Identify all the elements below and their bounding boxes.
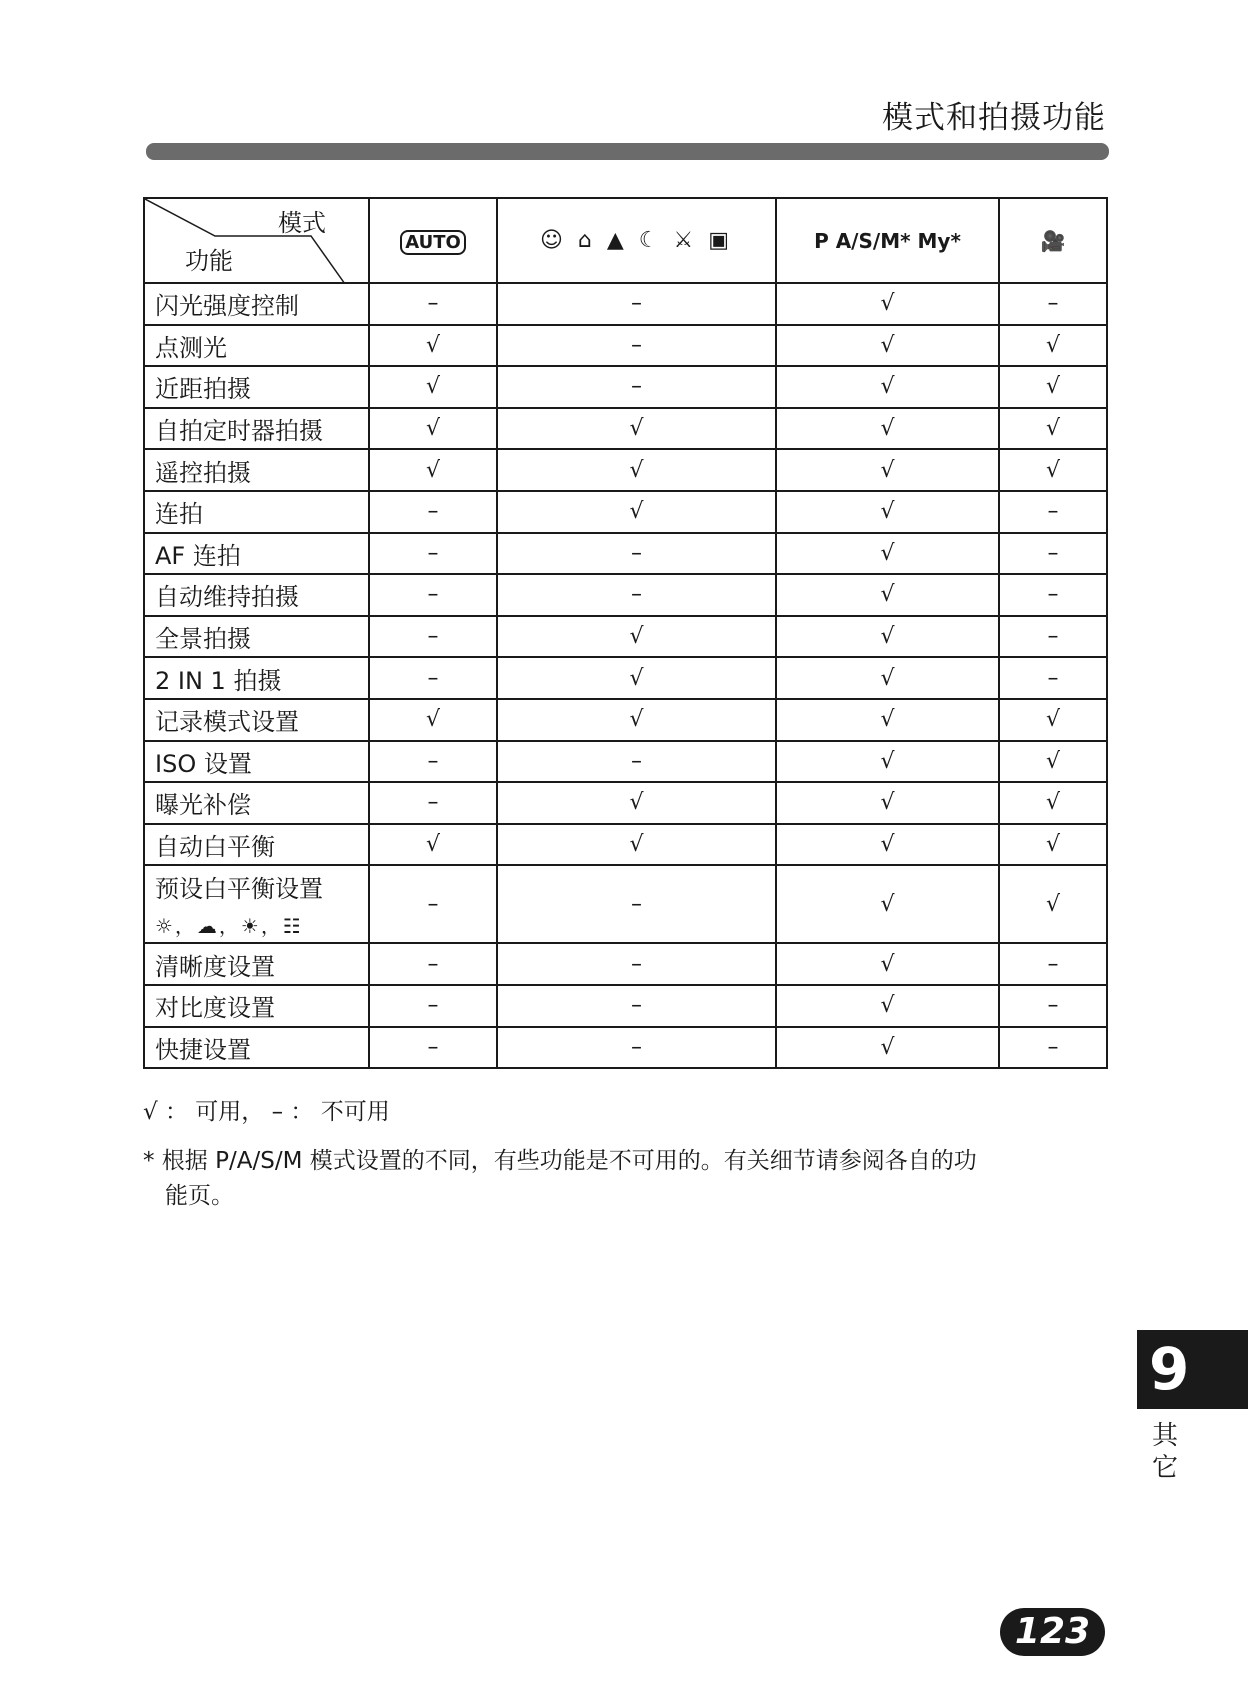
function-name <box>144 491 369 533</box>
availability-cell: √ <box>999 824 1107 866</box>
availability-cell: √ <box>776 824 999 866</box>
availability-cell: – <box>497 283 776 325</box>
availability-cell: – <box>999 283 1107 325</box>
availability-cell: – <box>999 616 1107 658</box>
col-auto <box>369 198 497 283</box>
table-row <box>144 283 1107 325</box>
availability-cell: √ <box>497 449 776 491</box>
availability-cell: √ <box>369 449 497 491</box>
availability-cell: – <box>369 943 497 985</box>
function-label: AF 连拍 <box>155 541 241 570</box>
table-row <box>144 985 1107 1027</box>
availability-cell: √ <box>369 699 497 741</box>
availability-cell: – <box>369 741 497 783</box>
availability-cell: – <box>369 782 497 824</box>
availability-cell: – <box>999 533 1107 575</box>
availability-cell: √ <box>776 782 999 824</box>
availability-cell: √ <box>999 741 1107 783</box>
function-name <box>144 408 369 450</box>
availability-cell: – <box>497 1027 776 1069</box>
availability-cell: √ <box>999 865 1107 943</box>
header-divider-bar <box>146 143 1109 160</box>
availability-cell: – <box>369 533 497 575</box>
function-label: 对比度设置 <box>155 994 275 1023</box>
function-name <box>144 824 369 866</box>
mode-function-table <box>143 197 1108 1069</box>
function-name <box>144 865 369 943</box>
availability-cell: – <box>497 741 776 783</box>
function-name <box>144 943 369 985</box>
function-name <box>144 283 369 325</box>
function-name <box>144 325 369 367</box>
availability-cell: √ <box>497 782 776 824</box>
auto-mode-icon: AUTO <box>400 230 466 255</box>
corner-mode-label: 模式 <box>278 209 326 237</box>
function-label: 自拍定时器拍摄 <box>155 417 323 446</box>
availability-cell: √ <box>776 325 999 367</box>
function-name <box>144 449 369 491</box>
availability-cell: – <box>369 1027 497 1069</box>
availability-cell: √ <box>776 491 999 533</box>
table-row <box>144 824 1107 866</box>
availability-cell: √ <box>497 699 776 741</box>
table-row <box>144 408 1107 450</box>
availability-cell: √ <box>999 699 1107 741</box>
availability-cell: √ <box>999 408 1107 450</box>
table-row <box>144 657 1107 699</box>
col-movie <box>999 198 1107 283</box>
table-row <box>144 865 1107 943</box>
availability-cell: √ <box>369 824 497 866</box>
availability-cell: √ <box>369 408 497 450</box>
availability-cell: – <box>999 943 1107 985</box>
corner-header <box>144 198 369 283</box>
table-row <box>144 616 1107 658</box>
availability-cell: √ <box>776 574 999 616</box>
function-label: 连拍 <box>155 500 203 529</box>
availability-cell: √ <box>497 491 776 533</box>
table-row <box>144 741 1107 783</box>
table-row <box>144 366 1107 408</box>
availability-cell: – <box>999 657 1107 699</box>
availability-cell: – <box>369 616 497 658</box>
footnote-line1: * 根据 P/A/S/M 模式设置的不同，有些功能是不可用的。有关细节请参阅各自的功 <box>143 1148 977 1174</box>
availability-cell: √ <box>999 782 1107 824</box>
table-row <box>144 699 1107 741</box>
availability-cell: – <box>369 491 497 533</box>
availability-cell: √ <box>497 616 776 658</box>
availability-cell: – <box>369 283 497 325</box>
availability-cell: – <box>497 574 776 616</box>
availability-cell: √ <box>776 533 999 575</box>
availability-cell: √ <box>776 943 999 985</box>
availability-cell: – <box>497 865 776 943</box>
function-label: 点测光 <box>155 333 227 362</box>
availability-cell: √ <box>776 865 999 943</box>
availability-cell: – <box>497 533 776 575</box>
function-name <box>144 1027 369 1069</box>
table-row <box>144 325 1107 367</box>
availability-cell: √ <box>776 408 999 450</box>
function-label: 预设白平衡设置 <box>155 875 323 904</box>
page-title: 模式和拍摄功能 <box>882 100 1106 136</box>
table-row <box>144 943 1107 985</box>
availability-cell: – <box>369 574 497 616</box>
table-header-row <box>144 198 1107 283</box>
function-name <box>144 366 369 408</box>
availability-cell: – <box>369 865 497 943</box>
table-row <box>144 574 1107 616</box>
availability-cell: – <box>999 491 1107 533</box>
availability-cell: √ <box>776 366 999 408</box>
availability-cell: – <box>497 366 776 408</box>
availability-cell: √ <box>497 824 776 866</box>
legend-note: √ ： 可用， – ： 不可用 <box>143 1099 390 1125</box>
availability-cell: √ <box>776 449 999 491</box>
function-name <box>144 741 369 783</box>
function-name <box>144 699 369 741</box>
col-scenes <box>497 198 776 283</box>
availability-cell: √ <box>776 1027 999 1069</box>
table-row <box>144 1027 1107 1069</box>
footnote-line2: 能页。 <box>165 1183 234 1209</box>
col-pasm <box>776 198 999 283</box>
function-name <box>144 574 369 616</box>
availability-cell: √ <box>497 408 776 450</box>
function-label: 快捷设置 <box>155 1035 251 1064</box>
function-label: 清晰度设置 <box>155 952 275 981</box>
availability-cell: – <box>999 1027 1107 1069</box>
availability-cell: – <box>369 985 497 1027</box>
availability-cell: √ <box>999 325 1107 367</box>
availability-cell: √ <box>369 366 497 408</box>
scene-modes-icon: ☺ ⌂ ▲ ☾ ⚔ ▣ <box>539 228 733 253</box>
chapter-label: 其它 <box>1152 1421 1179 1483</box>
availability-cell: √ <box>776 985 999 1027</box>
function-label: 近距拍摄 <box>155 375 251 404</box>
function-label: ISO 设置 <box>155 749 252 778</box>
function-name <box>144 616 369 658</box>
availability-cell: – <box>497 985 776 1027</box>
function-label: 曝光补偿 <box>155 791 251 820</box>
function-label: 自动白平衡 <box>155 833 275 862</box>
availability-cell: √ <box>497 657 776 699</box>
table-row <box>144 533 1107 575</box>
availability-cell: – <box>369 657 497 699</box>
wb-preset-icons: ☼，☁，☀，☷ <box>155 914 303 939</box>
availability-cell: √ <box>776 741 999 783</box>
table-row <box>144 491 1107 533</box>
pasm-my-icon: P A/S/M* My* <box>814 228 961 253</box>
movie-icon: 🎥 <box>1040 228 1066 253</box>
availability-cell: √ <box>776 283 999 325</box>
function-name <box>144 782 369 824</box>
table-row <box>144 782 1107 824</box>
availability-cell: √ <box>776 657 999 699</box>
availability-cell: – <box>999 985 1107 1027</box>
corner-function-label: 功能 <box>185 247 233 275</box>
function-label: 记录模式设置 <box>155 708 299 737</box>
availability-cell: √ <box>999 366 1107 408</box>
page-number: 123 <box>1000 1608 1105 1656</box>
chapter-tab: 9 <box>1137 1330 1248 1409</box>
function-label: 遥控拍摄 <box>155 458 251 487</box>
function-label: 全景拍摄 <box>155 625 251 654</box>
availability-cell: – <box>497 325 776 367</box>
table-row <box>144 449 1107 491</box>
availability-cell: √ <box>999 449 1107 491</box>
function-label: 2 IN 1 拍摄 <box>155 666 282 695</box>
availability-cell: √ <box>369 325 497 367</box>
function-name <box>144 533 369 575</box>
availability-cell: – <box>999 574 1107 616</box>
function-label: 自动维持拍摄 <box>155 583 299 612</box>
availability-cell: √ <box>776 616 999 658</box>
availability-cell: √ <box>776 699 999 741</box>
availability-cell: – <box>497 943 776 985</box>
function-label: 闪光强度控制 <box>155 292 299 321</box>
function-name <box>144 985 369 1027</box>
function-name <box>144 657 369 699</box>
